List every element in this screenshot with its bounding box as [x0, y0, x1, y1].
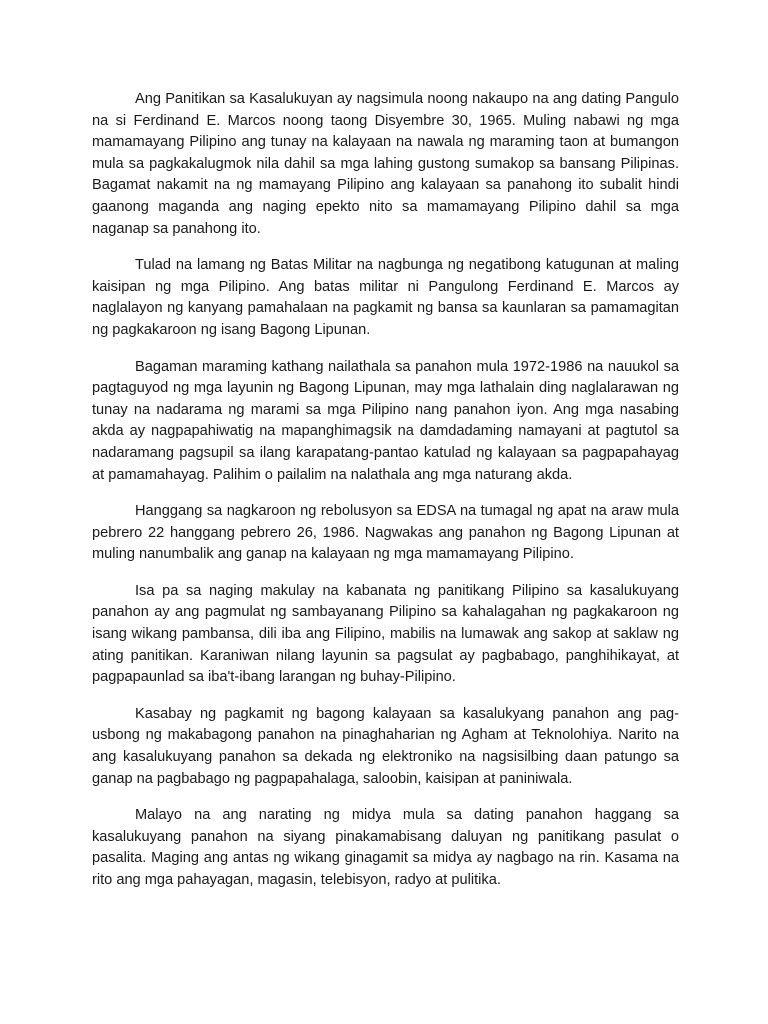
paragraph-5: Isa pa sa naging makulay na kabanata ng panitikang Pilipino sa kasalukuyang panahon ay ang pagmulat ng sambayanang Pilipino sa kahalagahan ng pagkakaroon ng isang wikang pambansa, dili iba ang Filipino, mabilis na lumawak ang sakop at saklaw ng ating panitikan. Karaniwan nilang layunin sa pagsulat ay pagbabago, panghihikayat, at pagpapaunlad sa iba't-ibang larangan ng buhay-Pilipino.: [92, 582, 679, 686]
paragraph-2: Tulad na lamang ng Batas Militar na nagbunga ng negatibong katugunan at maling kaisipan ng mga Pilipino. Ang batas militar ni Pangulong Ferdinand E. Marcos ay naglalayon ng kanyang pamahalaan na pagkamit ng bansa sa kaunlaran sa pamamagitan ng pagkakaroon ng isang Bagong Lipunan.: [92, 257, 679, 338]
paragraph-1: Ang Panitikan sa Kasalukuyan ay nagsimula noong nakaupo na ang dating Pangulo na si Ferdinand E. Marcos noong taong Disyembre 30, 1965. Muling nabawi ng mga mamamayang Pilipino ang tunay na kalayaan na nawala ng maraming taon at bumangon mula sa pagkakalugmok nila dahil sa mga lahing gustong sumakop sa bansang Pilipinas. Bagamat nakamit na ng mamayang Pilipino ang kalayaan sa panahong ito subalit hindi gaanong maganda ang naging epekto nito sa mamamayang Pilipino dahil sa mga naganap sa panahong ito.: [92, 91, 679, 237]
document-page: [92, 89, 679, 907]
paragraph-4: Hanggang sa nagkaroon ng rebolusyon sa EDSA na tumagal ng apat na araw mula pebrero 22 hanggang pebrero 26, 1986. Nagwakas ang panahon ng Bagong Lipunan at muling nanumbalik ang ganap na kalayaan ng mga mamamayang Pilipino.: [92, 503, 679, 563]
paragraph-6: Kasabay ng pagkamit ng bagong kalayaan sa kasalukyang panahon ang pag-usbong ng makabagong panahon na pinaghaharian ng Agham at Teknolohiya. Narito na ang kasalukuyang panahon sa dekada ng elektroniko na nagsisilbing daan patungo sa ganap na pagbabago ng pagpapahalaga, saloobin, kaisipan at paniniwala.: [92, 705, 679, 787]
paragraph-7: Malayo na ang narating ng midya mula sa dating panahon haggang sa kasalukuyang panahon na siyang pinakamabisang daluyan ng panitikang pasulat o pasalita. Maging ang antas ng wikang ginagamit sa midya ay nagbago na rin. Kasama na rito ang mga pahayagan, magasin, telebisyon, radyo at pulitika.: [92, 807, 679, 888]
paragraph-3: Bagaman maraming kathang nailathala sa panahon mula 1972-1986 na nauukol sa pagtaguyod ng mga layunin ng Bagong Lipunan, may mga lathalain ding naglalarawan ng tunay na nadarama ng marami sa mga Pilipino nang panahon iyon. Ang mga nasabing akda ay nagpapahiwatig na mapanghimagsik na damdadaming namayani at pagtutol sa nadaramang pagsupil sa ilang karapatang-pantao katulad ng kalayaan sa pagpapahayag at pamamahayag. Palihim o pailalim na nalathala ang mga naturang akda.: [92, 358, 679, 483]
